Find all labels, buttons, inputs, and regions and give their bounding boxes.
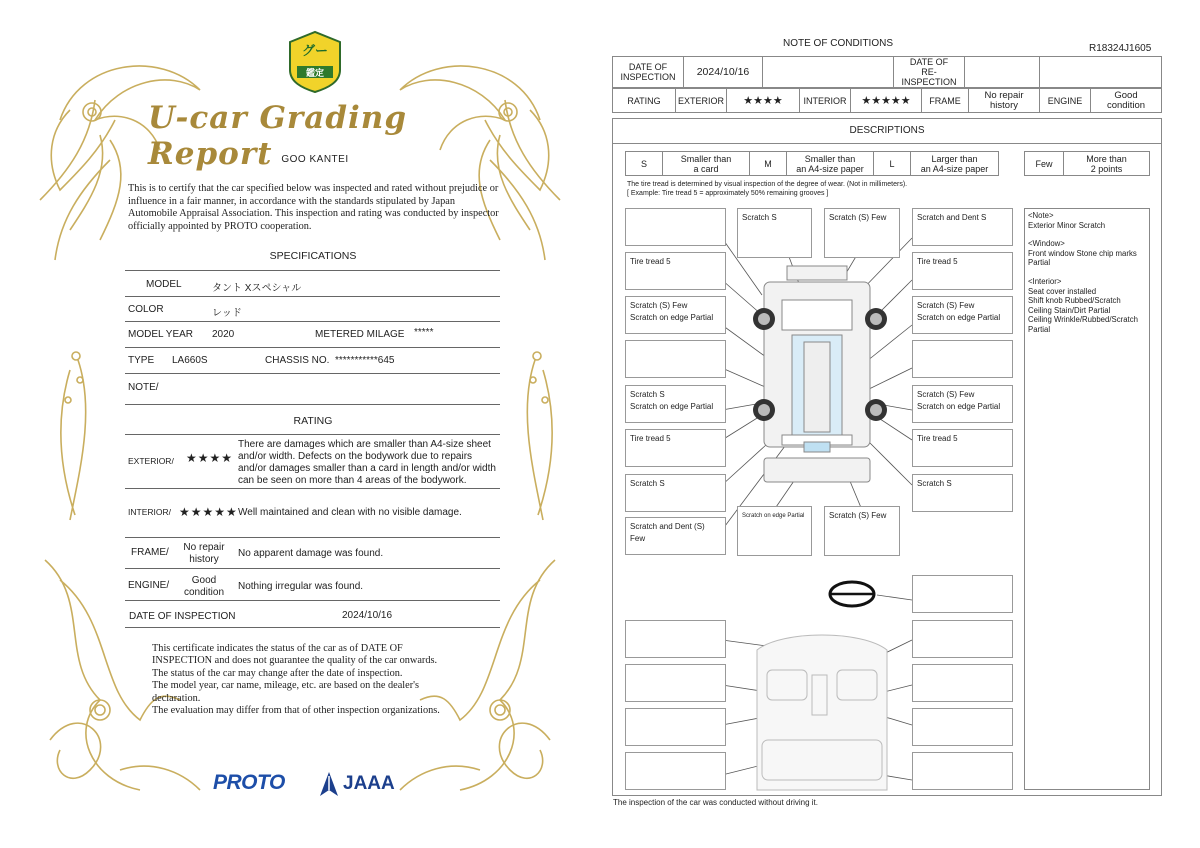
damage-box: Scratch (S) Few [824,506,900,556]
interior-label: INTERIOR/ [128,507,171,517]
closing-disclaimer: This certificate indicates the status of the car as of DATE OF INSPECTION and does not guarantee the quality of the car onwards. The status of the car may change after the date of inspection. The model year, car name, mileage, etc. are based on the dealer's declaration. The evaluation may differ from that of other inspection organizations. [152,643,440,717]
damage-box: Scratch S [737,208,812,258]
interior-box [625,708,726,746]
exterior-stars: ★★★★ [186,451,234,465]
model-label: MODEL [146,279,182,290]
date-of-reinspection-label: DATE OF RE-INSPECTION [894,57,965,88]
type-value: LA660S [172,355,208,366]
jaaa-logo: JAAA [343,773,395,794]
model-value: タント Xスペシャル [212,283,302,294]
empty-cell [1040,57,1162,88]
divider [125,270,500,271]
divider [125,627,500,628]
frame-label: FRAME/ [131,547,169,558]
damage-box: Scratch S [625,474,726,512]
note-label: NOTE/ [128,382,159,393]
damage-box: Tire tread 5 [625,252,726,290]
legend-m-description: Smaller than an A4-size paper [787,152,874,176]
inspection-footer-note: The inspection of the car was conducted without driving it. [613,798,818,807]
damage-box: Tire tread 5 [912,252,1013,290]
interior-box [625,620,726,658]
engine-description: Nothing irregular was found. [238,581,364,592]
tire-tread-note: The tire tread is determined by visual inspection of the degree of wear. (Not in millimeters). [ Example: Tire tread 5 = approximately 50% remaining grooves ] [627,181,908,197]
interior-box [912,708,1013,746]
damage-box [625,208,726,246]
descriptions-heading: DESCRIPTIONS [612,118,1162,144]
steering-wheel-icon [830,582,874,606]
damage-box: Scratch (S) Few Scratch on edge Partial [912,385,1013,423]
interior-box [912,752,1013,790]
divider [125,321,500,322]
size-legend-table [625,151,999,176]
legend-m: M [750,152,787,176]
few-legend-table [1024,151,1150,176]
mileage-value: ***** [414,327,434,338]
inspection-date-label: DATE OF INSPECTION [129,611,236,622]
legend-l: L [874,152,911,176]
specifications-heading: SPECIFICATIONS [269,250,357,262]
damage-box [912,340,1013,378]
legend-few: Few [1025,152,1064,176]
divider [125,537,500,538]
inspection-date-value: 2024/10/16 [342,610,393,621]
type-label: TYPE [128,355,155,366]
color-label: COLOR [128,304,164,315]
report-title: U-car Grading Report [148,100,408,172]
interior-stars: ★★★★★ [851,89,922,113]
damage-box: Scratch S [912,474,1013,512]
note-of-conditions-title: NOTE OF CONDITIONS [783,38,893,49]
frame-label: FRAME [922,89,969,113]
certification-statement: This is to certify that the car specified below was inspected and rated without prejudice or influence in a fair manner, in accordance with the standards stipulated by Japan Automobile Appraisal Association. This inspection and rating was conducted by inspector officially appointed by PROTO cooperation. [128,183,499,232]
damage-box [625,340,726,378]
divider [125,296,500,297]
divider [125,373,500,374]
interior-box [625,752,726,790]
damage-box: Scratch and Dent S [912,208,1013,246]
emblem-subtext: 鑑定 [305,68,324,78]
exterior-stars: ★★★★ [727,89,800,113]
notes-panel: <Note> Exterior Minor Scratch <Window> Front window Stone chip marks Partial <Interior> Seat cover installed Shift knob Rubbed/Scratch Ceiling Stain/Dirt Partial Ceiling Wrinkle/Rubbed/Scratch Partial [1024,208,1150,790]
engine-label: ENGINE [1040,89,1091,113]
damage-box: Tire tread 5 [625,429,726,467]
chassis-value: ***********645 [335,355,395,366]
divider [125,434,500,435]
engine-value: Good condition [183,575,225,598]
divider [125,600,500,601]
divider [125,488,500,489]
legend-s-description: Smaller than a card [663,152,750,176]
rating-table [612,88,1162,113]
engine-label: ENGINE/ [128,580,170,591]
rating-label: RATING [613,89,676,113]
interior-box [625,664,726,702]
damage-box: Scratch (S) Few Scratch on edge Partial [625,296,726,334]
empty-cell [763,57,894,88]
color-value: レッド [212,308,242,319]
rating-heading: RATING [293,415,333,427]
exterior-description: There are damages which are smaller than A4-size sheet and/or width. Defects on the bodywork due to repairs and/or damages smaller than a card in length and/or width can be seen on more than 4 areas of the bodywork. [238,439,496,486]
reference-number: R18324J1605 [1089,43,1152,54]
damage-box: Scratch on edge Partial [737,506,812,556]
model-year-label: MODEL YEAR [128,329,194,340]
frame-value: No repair history [969,89,1040,113]
legend-s: S [626,152,663,176]
exterior-label: EXTERIOR/ [128,456,174,466]
date-of-reinspection-value [965,57,1040,88]
date-of-inspection-label: DATE OF INSPECTION [613,57,684,88]
divider [125,347,500,348]
interior-stars: ★★★★★ [179,505,238,519]
legend-few-description: More than 2 points [1064,152,1150,176]
damage-box: Scratch S Scratch on edge Partial [625,385,726,423]
mileage-label: METERED MILAGE [315,329,405,340]
engine-value: Good condition [1091,89,1162,113]
damage-box: Scratch (S) Few Scratch on edge Partial [912,296,1013,334]
date-of-inspection-value: 2024/10/16 [684,57,763,88]
proto-logo: PROTO [213,771,285,794]
emblem-text: グー [301,43,328,58]
inspection-dates-table [612,56,1162,88]
interior-description: Well maintained and clean with no visible damage. [238,507,462,518]
chassis-label: CHASSIS NO. [265,355,330,366]
exterior-label: EXTERIOR [676,89,727,113]
jaaa-logo-icon [318,770,340,798]
damage-box: Tire tread 5 [912,429,1013,467]
damage-box: Scratch and Dent (S) Few [625,517,726,555]
interior-diagram [757,635,887,790]
organization-name: GOO KANTEI [281,154,349,165]
damage-box: Scratch (S) Few [824,208,900,258]
frame-value: No repair history [183,542,225,565]
divider [125,404,500,405]
divider [125,568,500,569]
interior-label: INTERIOR [800,89,851,113]
legend-l-description: Larger than an A4-size paper [911,152,999,176]
interior-box [912,620,1013,658]
interior-box [912,575,1013,613]
frame-description: No apparent damage was found. [238,548,384,559]
interior-box [912,664,1013,702]
model-year-value: 2020 [212,329,235,340]
